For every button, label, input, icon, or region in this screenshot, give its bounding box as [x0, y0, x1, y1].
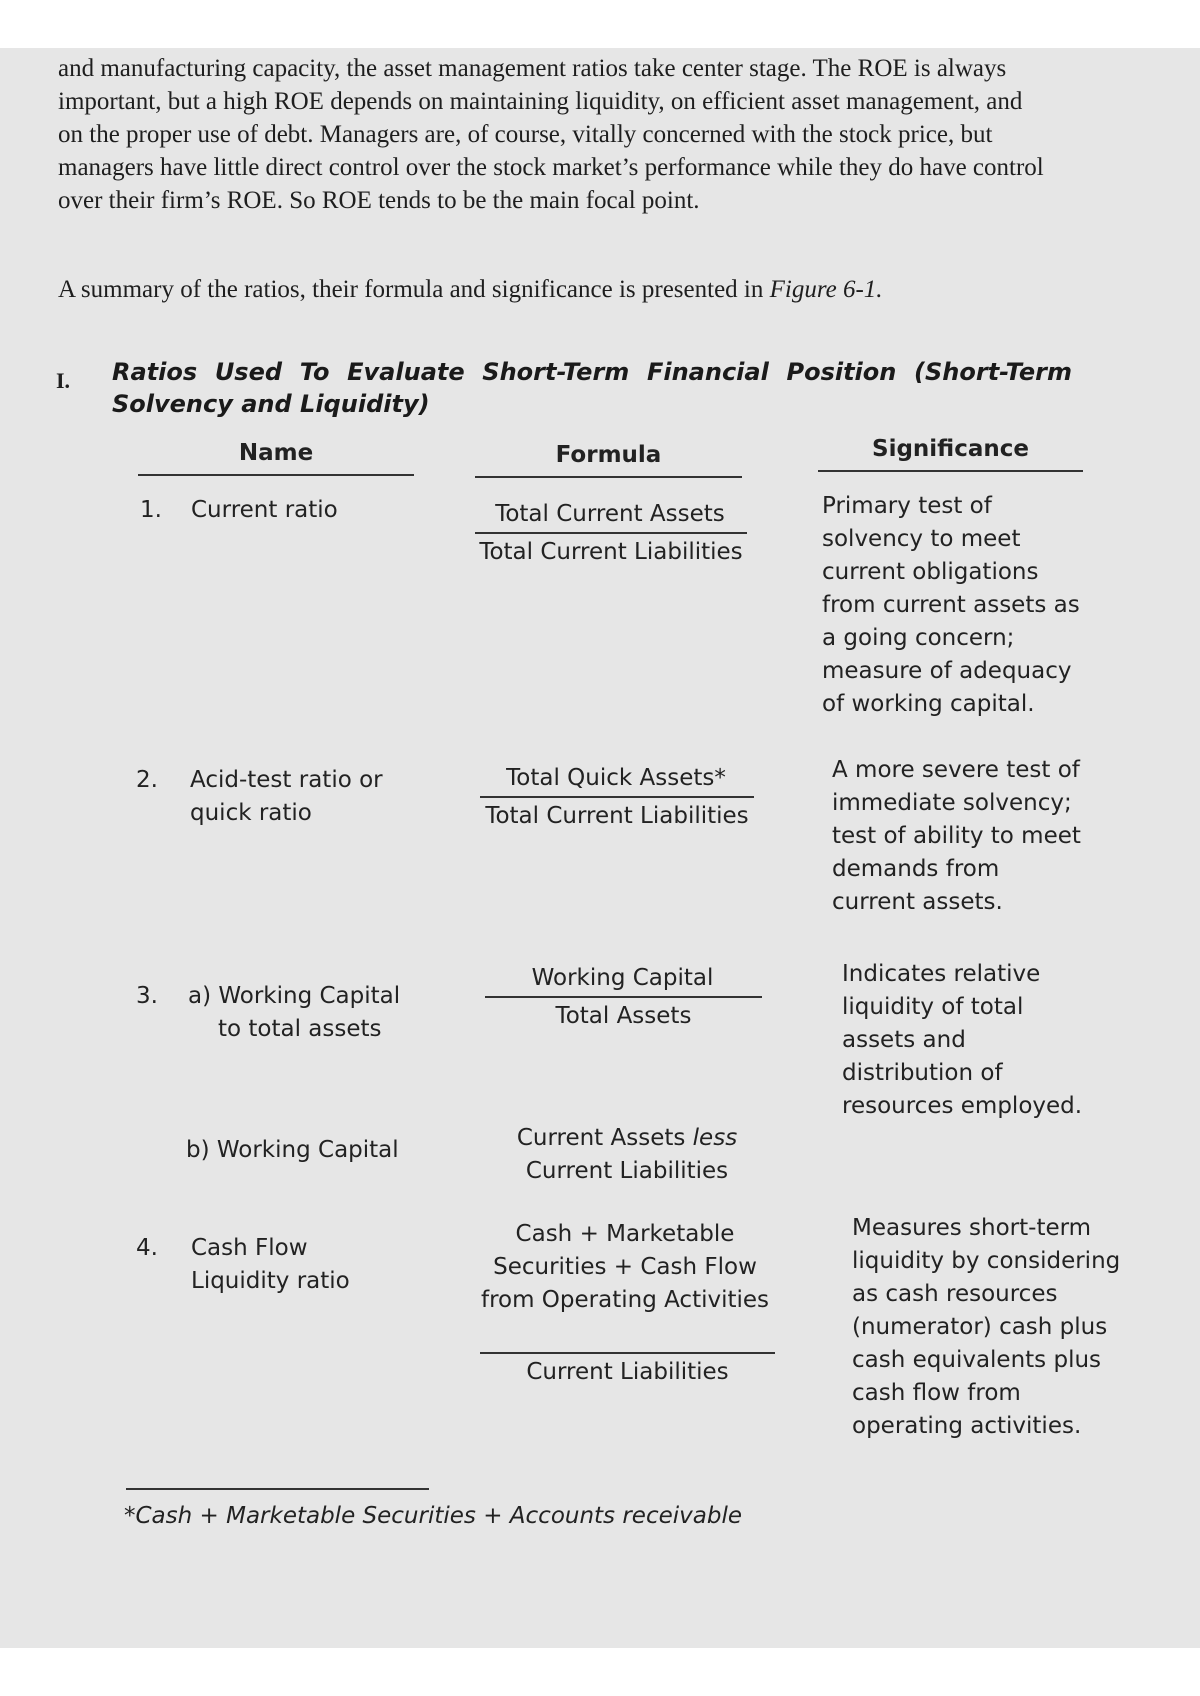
row-1-significance: Primary test of solvency to meet current obligations from current assets as a going concern; measure of adequacy of working capital.	[822, 493, 1080, 717]
row-1-number: 1.	[140, 497, 162, 523]
intro-paragraph: and manufacturing capacity, the asset management ratios take center stage. The ROE is always important, but a high ROE depends on maintaining liquidity, on efficient asset management, and on the proper use of debt. Managers are, of course, vitally concerned with the stock price, but managers have little direct control over the stock market’s performance while they do have control over their firm’s ROE. So ROE tends to be the main focal point.	[58, 55, 1044, 214]
row-2-numerator: Total Quick Assets*	[506, 765, 726, 791]
footnote-rule	[126, 1488, 429, 1490]
summary-text: A summary of the ratios, their formula and significance is presented in	[58, 276, 770, 303]
row-3-significance: Indicates relative liquidity of total assets and distribution of resources employed.	[842, 961, 1083, 1119]
row-1-denominator: Total Current Liabilities	[479, 539, 743, 565]
document-page	[0, 48, 1200, 1648]
section-number: I.	[56, 368, 71, 393]
row-1-name: Current ratio	[191, 497, 338, 523]
row-4-significance: Measures short-term liquidity by considering as cash resources (numerator) cash plus cash equivalents plus cash flow from operating activities.	[852, 1215, 1121, 1439]
section-title: Ratios Used To Evaluate Short-Term Financial Position (Short-Term Solvency and Liquidity)	[112, 358, 1072, 418]
row-2-number: 2.	[136, 767, 158, 793]
column-header-name: Name	[138, 440, 414, 476]
footnote: *Cash + Marketable Securities + Accounts receivable	[124, 1503, 742, 1529]
row-2-denominator: Total Current Liabilities	[485, 803, 749, 829]
row-1-fraction-line	[475, 532, 747, 534]
row-3b-formula-less: less	[692, 1125, 738, 1151]
row-2-significance: A more severe test of immediate solvency; test of ability to meet demands from current assets.	[832, 757, 1081, 915]
figure-reference: Figure 6-1.	[769, 276, 883, 303]
row-2-name: Acid-test ratio or quick ratio	[190, 767, 383, 826]
row-3a-fraction-line	[485, 996, 762, 998]
row-3b-formula	[487, 1122, 767, 1188]
row-3a-numerator: Working Capital	[531, 965, 714, 991]
row-4-number: 4.	[136, 1235, 158, 1261]
row-1-numerator: Total Current Assets	[495, 501, 725, 527]
row-3a-name: a) Working Capital to total assets	[188, 983, 401, 1042]
column-header-formula: Formula	[475, 442, 742, 478]
row-4-fraction-line	[480, 1352, 775, 1354]
column-header-significance: Significance	[818, 436, 1083, 472]
row-2-fraction-line	[480, 796, 754, 798]
row-3a-denominator: Total Assets	[555, 1003, 692, 1029]
row-4-numerator: Cash + Marketable Securities + Cash Flow from Operating Activities	[480, 1221, 770, 1313]
row-4-name: Cash Flow Liquidity ratio	[191, 1235, 350, 1294]
row-3b-formula-part-1: Current Assets	[516, 1125, 686, 1151]
row-3b-formula-part-2: Current Liabilities	[525, 1158, 729, 1184]
summary-sentence	[58, 272, 1048, 308]
row-4-denominator: Current Liabilities	[526, 1359, 729, 1385]
row-3b-name: b) Working Capital	[186, 1137, 399, 1163]
row-3-number: 3.	[136, 983, 158, 1009]
